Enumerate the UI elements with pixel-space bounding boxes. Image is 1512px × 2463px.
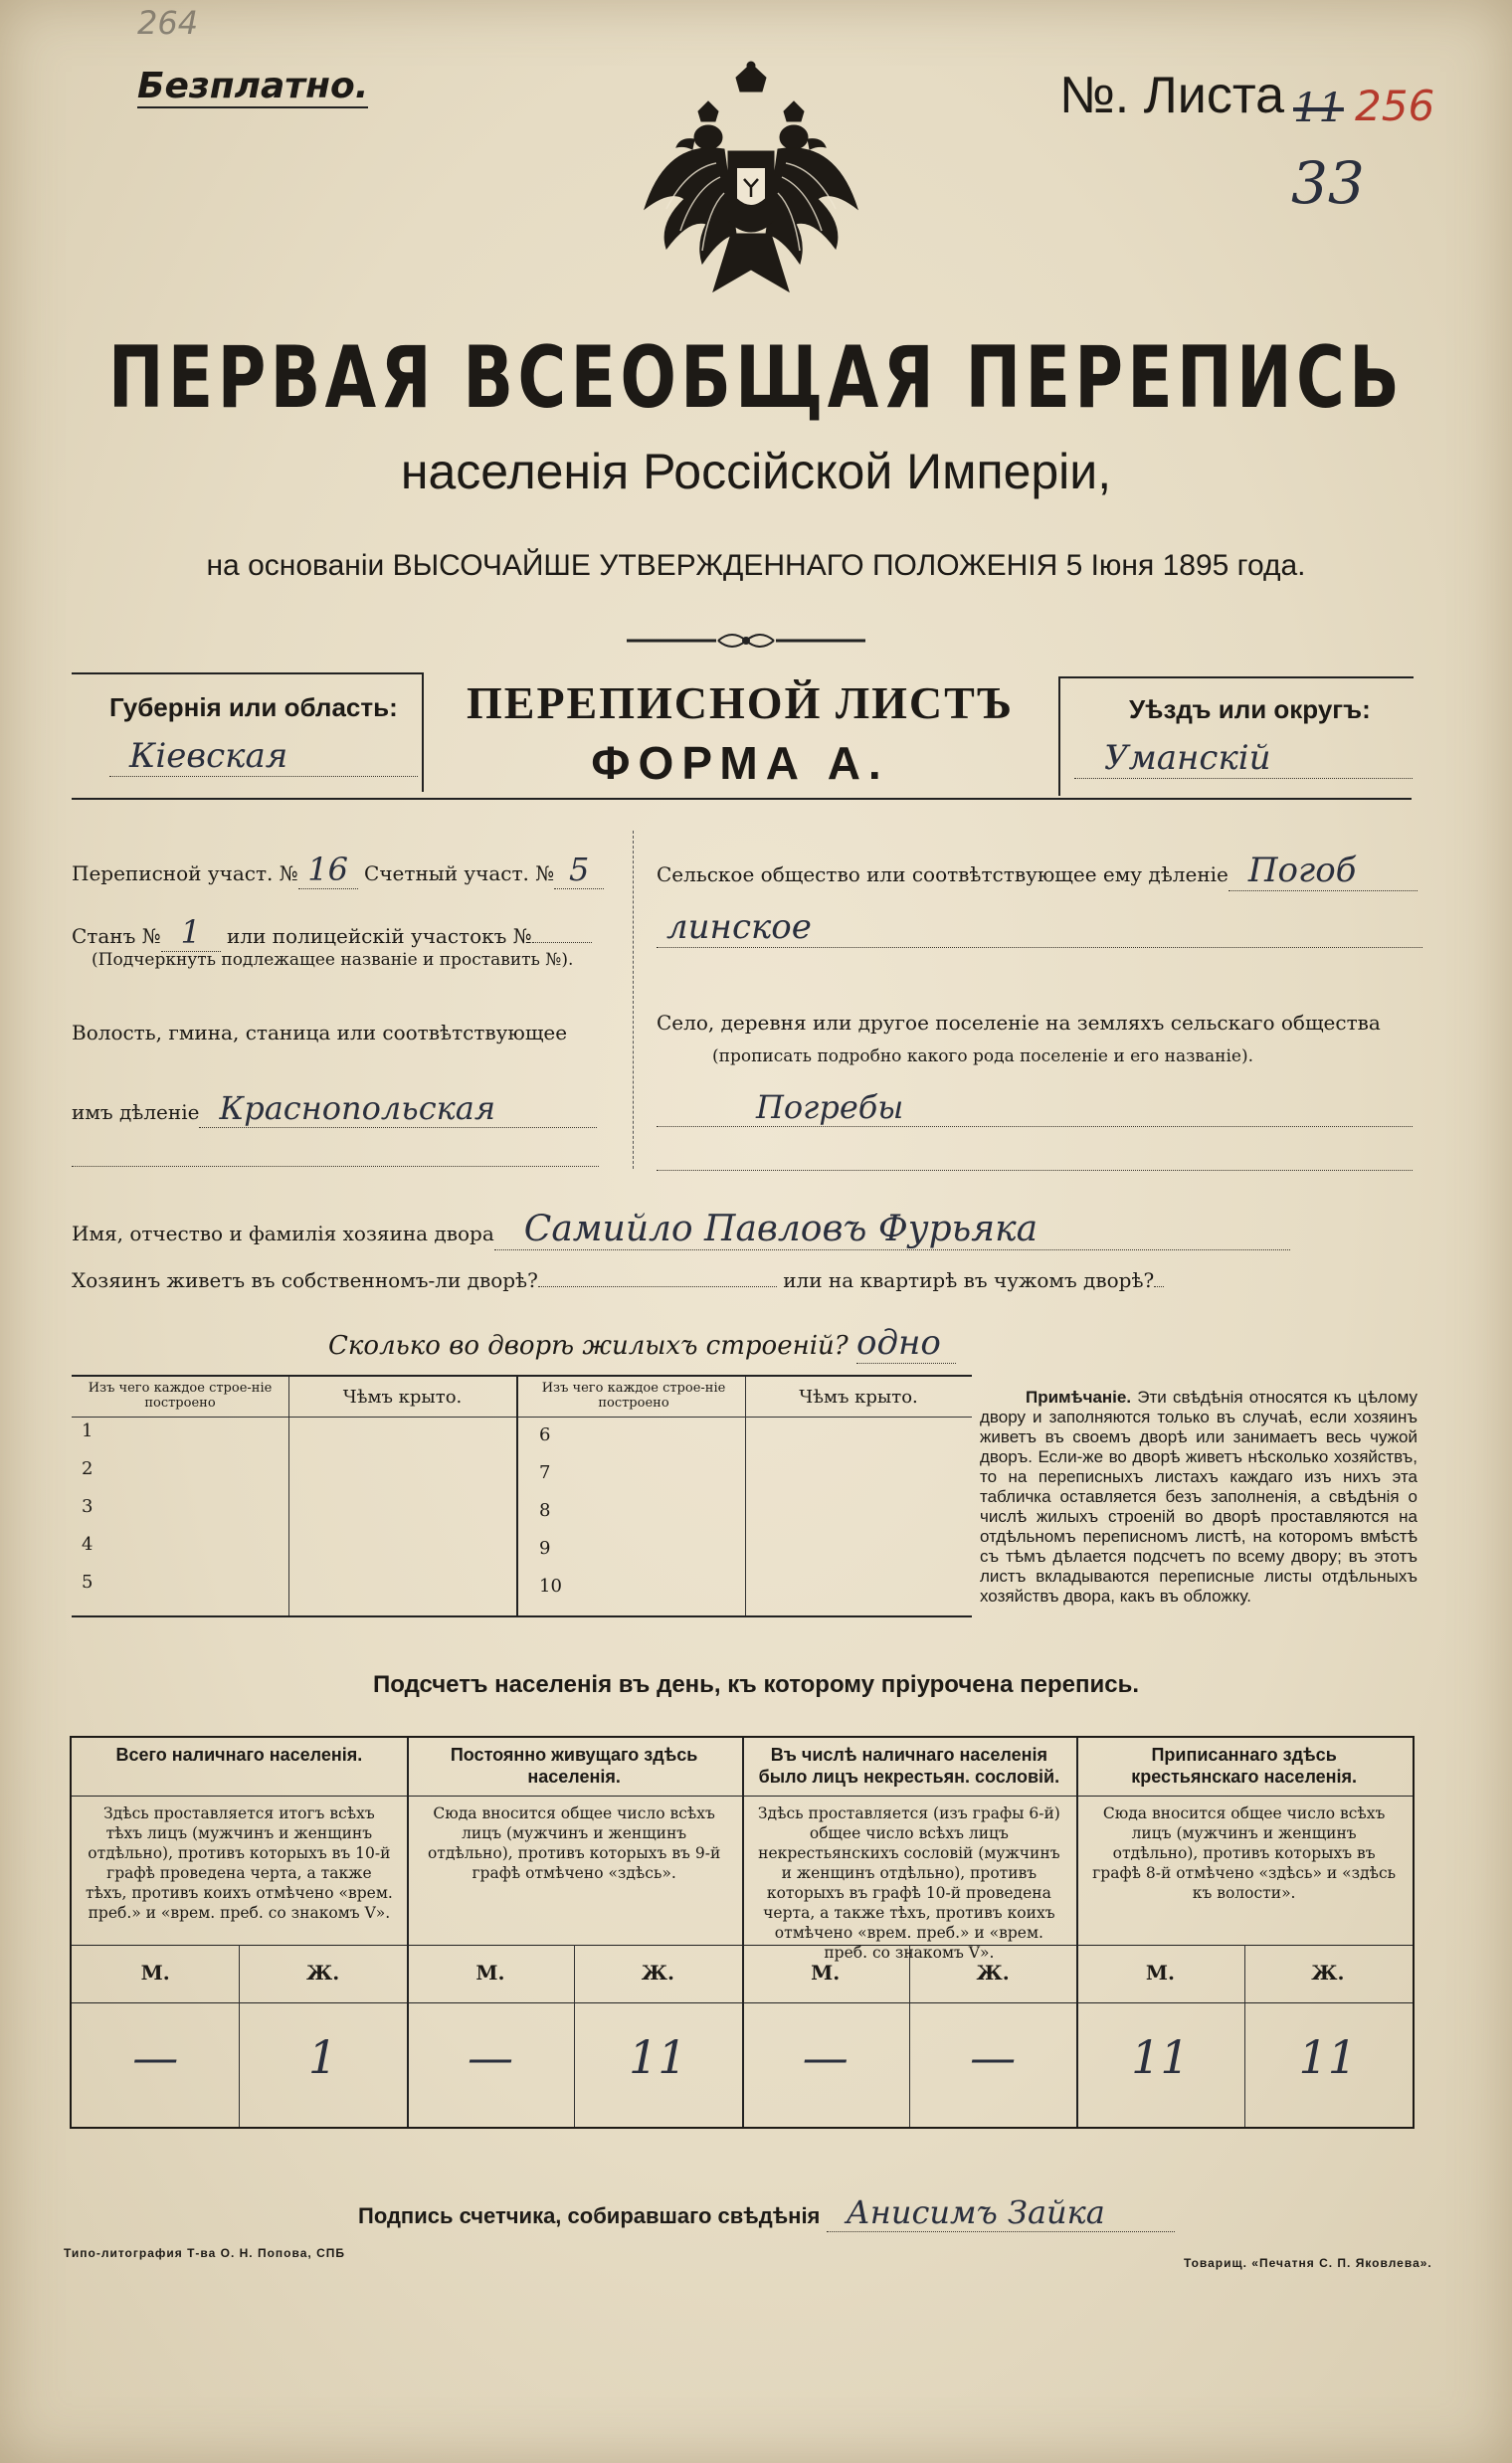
count-col-header: Всего наличнаго населенія.: [115, 1745, 363, 1765]
stan-value: 1: [161, 913, 221, 952]
printer-left: Типо-литография Т-ва О. Н. Попова, СПБ: [64, 2246, 345, 2260]
male-label: М.: [475, 1961, 505, 1985]
count-col-header: Постоянно живущаго здѣсь населенія.: [450, 1745, 698, 1787]
col-roof-right: Чѣмъ крыто.: [799, 1387, 918, 1408]
count-col-description: Сюда вносится общее число всѣхъ лицъ (мужчинъ и женщинъ отдѣльно), противъ которыхъ въ графѣ 8-й отмѣчено «здѣсь» и «здѣсь къ волости».: [1092, 1804, 1397, 1902]
column-divider: [633, 831, 634, 1169]
female-label: Ж.: [305, 1961, 340, 1985]
uezd-value: Уманскій: [1074, 738, 1413, 779]
village-extra-line: [657, 1170, 1413, 1171]
printer-right: Товарищ. «Печатня С. П. Яковлева».: [1184, 2256, 1432, 2270]
signature-value: Анисимъ Зайка: [827, 2193, 1175, 2232]
note-text: Эти свѣдѣнія относятся къ цѣлому двору и заполняются только въ случаѣ, если хозяинъ живетъ въ своемъ дворѣ или занимаетъ весь чужой дворъ. Если-же во дворѣ живетъ нѣсколько хозяйствъ, то на переписныхъ листахъ каждаго изъ нихъ эта табличка оставляется безъ заполненія, а свѣдѣнія о числѣ жилыхъ строеній во дворѣ проставляются на отдѣльномъ переписномъ листѣ, на которомъ вмѣстѣ съ тѣмъ дѣлается подсчетъ по всему двору; въ этотъ листъ вкладываются переписные листы отдѣльныхъ хозяйствъ двора, какъ въ обложку.: [980, 1388, 1418, 1606]
sheet-number-label: №. Листа: [1059, 67, 1285, 124]
building-row-number: 7: [539, 1462, 551, 1483]
count-section-title: Подсчетъ населенія въ день, къ которому пріурочена перепись.: [373, 1671, 1139, 1698]
female-label: Ж.: [976, 1961, 1010, 1985]
male-label: М.: [811, 1961, 841, 1985]
buildings-table: [72, 1375, 972, 1617]
count-col-header: Въ числѣ наличнаго населенія было лицъ некрестьян. сословій.: [758, 1745, 1060, 1787]
sheet-number-crossed: 11: [1293, 86, 1344, 131]
legal-basis: на основаніи ВЫСОЧАЙШЕ УТВЕРЖДЕННАГО ПОЛОЖЕНІЯ 5 Іюня 1895 года.: [206, 549, 1306, 582]
gubernia-label: Губернія или область:: [109, 692, 398, 722]
district-row: Переписной участ. № 16 Счетный участ. № 5: [72, 851, 609, 889]
village-value: Погребы: [657, 1088, 1413, 1127]
sheet-number-handwritten: 33: [1291, 149, 1365, 217]
archive-pencil-number: 264: [137, 4, 199, 42]
count-col-header: Приписаннаго здѣсь крестьянскаго населенія.: [1131, 1745, 1358, 1787]
col-material-left: Изъ чего каждое строе-ніе построено: [88, 1381, 273, 1411]
gubernia-value: Кіевская: [109, 736, 418, 777]
sheet-number-red: 256: [1355, 82, 1435, 130]
female-count-value: 11: [1298, 2030, 1358, 2084]
volost-value: Краснопольская: [199, 1089, 597, 1128]
volost-label-line1: Волость, гмина, станица или соотвѣтствующее: [72, 1021, 568, 1044]
note-label: Примѣчаніе.: [1026, 1388, 1132, 1407]
page-subtitle: населенія Россійской Имперіи,: [400, 444, 1112, 499]
count-col-description: Здѣсь проставляется итогъ всѣхъ тѣхъ лицъ (мужчинъ и женщинъ отдѣльно), противъ которыхъ въ 10-й графѣ проведена черта, а также тѣхъ, противъ коихъ отмѣчено «врем. преб.» и «врем. преб. со знакомъ V».: [85, 1804, 393, 1922]
form-title-line2: ФОРМА А.: [591, 737, 889, 789]
male-count-value: 11: [1131, 2030, 1190, 2084]
underline-note: (Подчеркнуть подлежащее названіе и проставить №).: [92, 950, 574, 970]
female-count-value: —: [970, 2030, 1017, 2084]
count-district-value: 5: [554, 851, 604, 889]
count-col-description: Сюда вносится общее число всѣхъ лицъ (мужчинъ и женщинъ отдѣльно), противъ которыхъ въ 9-й графѣ отмѣчено «здѣсь».: [427, 1804, 721, 1882]
male-label: М.: [1145, 1961, 1175, 1985]
signature-row: Подпись счетчика, собиравшаго свѣдѣнія Анисимъ Зайка: [358, 2193, 1175, 2232]
buildings-row: Сколько во дворѣ жилыхъ строеній? одно: [328, 1323, 956, 1364]
stan-row: Станъ № 1 или полицейскій участокъ №: [72, 913, 609, 952]
village-label: Село, деревня или другое поселеніе на земляхъ сельскаго общества: [657, 1011, 1381, 1035]
society-value-line1: Погоб: [1228, 851, 1418, 891]
building-row-number: 6: [539, 1424, 551, 1445]
free-label: Безплатно.: [137, 66, 369, 106]
note-block: [980, 1388, 1418, 1607]
owner-name-row: Имя, отчество и фамилія хозяина двора Самийло Павловъ Фурьяка: [72, 1209, 1413, 1250]
male-count-value: —: [802, 2030, 849, 2084]
male-label: М.: [140, 1961, 170, 1985]
society-row: Сельское общество или соотвѣтствующее ему дѣленіе Погоб: [657, 851, 1413, 891]
building-row-number: 10: [539, 1576, 562, 1597]
building-row-number: 8: [539, 1500, 551, 1521]
owner-name-value: Самийло Павловъ Фурьяка: [494, 1209, 1290, 1250]
header-rule: [72, 798, 1412, 800]
building-row-number: 9: [539, 1538, 551, 1559]
col-material-right: Изъ чего каждое строе-ніе построено: [541, 1381, 726, 1411]
page-title: ПЕРВАЯ ВСЕОБЩАЯ ПЕРЕПИСЬ: [107, 328, 1405, 428]
building-row-number: 2: [82, 1458, 94, 1479]
volost-extra-line: [72, 1166, 599, 1167]
building-row-number: 1: [82, 1421, 94, 1441]
building-row-number: 3: [82, 1496, 94, 1517]
female-count-value: 1: [307, 2030, 338, 2084]
col-roof-left: Чѣмъ крыто.: [342, 1387, 463, 1408]
uezd-label: Уѣздъ или округъ:: [1129, 694, 1371, 724]
double-headed-eagle-emblem: [637, 60, 865, 308]
male-count-value: —: [132, 2030, 179, 2084]
buildings-value: одно: [856, 1323, 956, 1364]
count-col-description: Здѣсь проставляется (изъ графы 6-й) общее число всѣхъ лицъ некрестьянскихъ сословій (мужчинъ и женщинъ отдѣльно), противъ которыхъ въ графѣ 10-й проведена черта, а также тѣхъ, противъ коихъ отмѣчено «врем. преб.» и «врем. преб. со знакомъ V».: [757, 1804, 1060, 1962]
ornament-divider: [627, 629, 865, 653]
form-title-line1: ПЕРЕПИСНОЙ ЛИСТЪ: [466, 677, 1015, 728]
male-count-value: —: [467, 2030, 513, 2084]
society-value-line2: линское: [657, 907, 1422, 948]
population-count-table: [70, 1736, 1415, 2129]
volost-row: имъ дѣленіе Краснопольская: [72, 1089, 609, 1128]
owner-residence-row: Хозяинъ живетъ въ собственномъ-ли дворѣ? или на квартирѣ въ чужомъ дворѣ?: [72, 1268, 1413, 1292]
female-count-value: 11: [629, 2030, 687, 2084]
female-label: Ж.: [641, 1961, 674, 1985]
district-value: 16: [298, 851, 358, 889]
female-label: Ж.: [1311, 1961, 1345, 1985]
building-row-number: 4: [82, 1534, 94, 1555]
village-note: (прописать подробно какого рода поселеніе и его названіе).: [712, 1046, 1253, 1066]
building-row-number: 5: [82, 1572, 94, 1593]
